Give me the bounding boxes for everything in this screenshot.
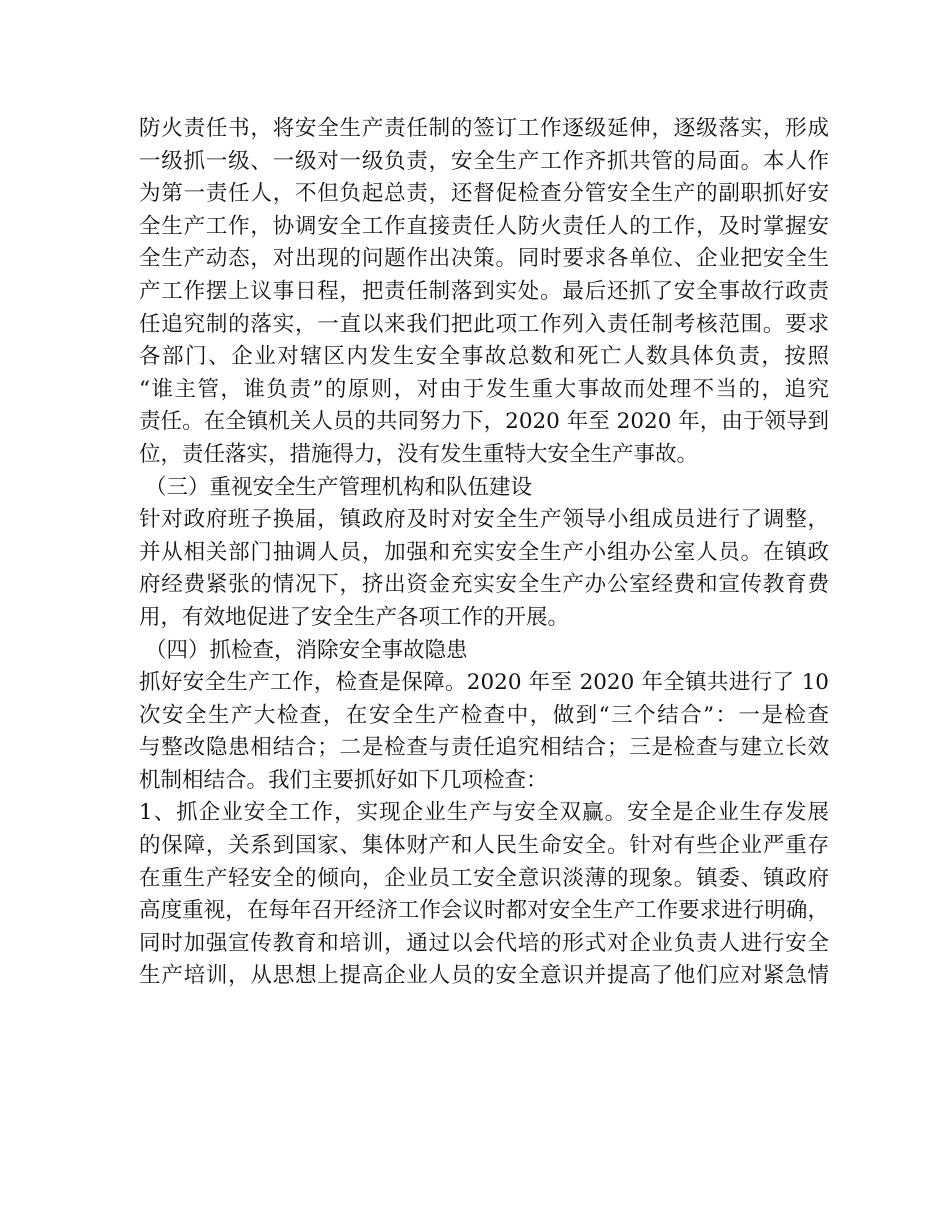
text-line: 全生产动态，对出现的问题作出决策。同时要求各单位、企业把安全生 [139,246,829,272]
text-line: 产工作摆上议事日程，把责任制落到实处。最后还抓了安全事故行政责 [139,278,829,304]
text-line: 同时加强宣传教育和培训，通过以会代培的形式对企业负责人进行安全 [139,930,829,956]
text-line: 与整改隐患相结合；二是检查与责任追究相结合；三是检查与建立长效 [139,735,829,761]
text-line: 全生产工作，协调安全工作直接责任人防火责任人的工作，及时掌握安 [139,213,829,239]
text-line: 各部门、企业对辖区内发生安全事故总数和死亡人数具体负责，按照 [139,344,829,370]
section-heading: （三）重视安全生产管理机构和队伍建设 [145,474,533,500]
text-line: 任追究制的落实，一直以来我们把此项工作列入责任制考核范围。要求 [139,311,829,337]
text-line: 在重生产轻安全的倾向，企业员工安全意识淡薄的现象。镇委、镇政府 [139,865,829,891]
text-line: 防火责任书，将安全生产责任制的签订工作逐级延伸，逐级落实，形成 [139,116,829,141]
text-line: 针对政府班子换届，镇政府及时对安全生产领导小组成员进行了调整， [139,507,829,533]
text-line: 生产培训，从思想上提高企业人员的安全意识并提高了他们应对紧急情 [139,963,829,989]
text-line: 府经费紧张的情况下，挤出资金充实安全生产办公室经费和宣传教育费 [139,572,829,598]
section-heading: （四）抓检查，消除安全事故隐患 [145,637,468,663]
text-line: 次安全生产大检查，在安全生产检查中，做到“三个结合”：一是检查 [139,702,829,728]
text-line: 的保障，关系到国家、集体财产和人民生命安全。针对有些企业严重存 [139,833,829,859]
text-line: 并从相关部门抽调人员，加强和充实安全生产小组办公室人员。在镇政 [139,539,829,565]
text-line: 一级抓一级、一级对一级负责，安全生产工作齐抓共管的局面。本人作 [139,148,829,174]
text-line: 为第一责任人，不但负起总责，还督促检查分管安全生产的副职抓好安 [139,181,829,207]
document-body [139,113,829,993]
text-line: 高度重视，在每年召开经济工作会议时都对安全生产工作要求进行明确， [139,898,829,924]
text-line: 用，有效地促进了安全生产各项工作的开展。 [139,604,570,630]
text-line: 位，责任落实，措施得力，没有发生重特大安全生产事故。 [139,441,699,467]
text-line: 抓好安全生产工作，检查是保障。2020 年至 2020 年全镇共进行了 10 [139,670,829,696]
text-line: 1、抓企业安全工作，实现企业生产与安全双赢。安全是企业生存发展 [139,800,829,826]
text-line: 机制相结合。我们主要抓好如下几项检查： [139,767,548,793]
text-line: “谁主管，谁负责”的原则，对由于发生重大事故而处理不当的，追究 [139,376,829,402]
text-line: 责任。在全镇机关人员的共同努力下，2020 年至 2020 年，由于领导到 [139,409,829,435]
